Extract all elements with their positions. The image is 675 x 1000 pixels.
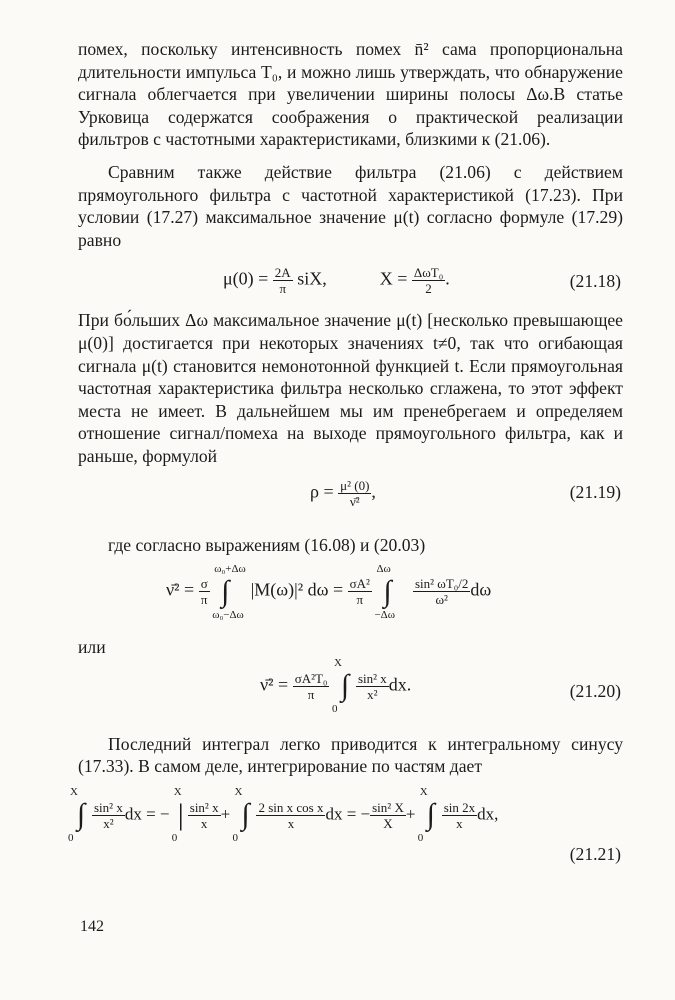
eq3-ffrac bbox=[413, 576, 470, 607]
page-number: 142 bbox=[80, 918, 104, 935]
eq3-upper: ω₀+Δω bbox=[214, 562, 246, 575]
eq5-anum: sin² x bbox=[94, 799, 123, 815]
paragraph-6: Последний интеграл легко приводится к интегральному синусу (17.33). В самом деле, интегрирование по частям дает bbox=[78, 733, 623, 777]
paragraph-1: помех, поскольку интенсивность помех n̄² сама пропорциональна длительности импульса T₀, и можно лишь утверждать, что обнаружение сигнала облегчается при увеличении ширины полосы Δω.В статье Урковица содержатся соображения о практической реализации фильтров с частотными характеристиками, близкими к (21.06). bbox=[78, 39, 623, 150]
eq3-pi: π bbox=[200, 592, 208, 608]
eq1-num: 2A bbox=[274, 265, 291, 281]
eq3-mid: |M(ω)|² dω = bbox=[250, 579, 348, 600]
eq4-cfrac bbox=[293, 671, 330, 702]
eq2-number: (21.19) bbox=[569, 481, 621, 502]
eq5-lower-a: 0 bbox=[68, 832, 74, 845]
eq3-pi2: π bbox=[356, 592, 364, 608]
eq5-upper-c: X bbox=[234, 786, 243, 799]
eq5-enum: sin 2x bbox=[443, 799, 476, 815]
eq5-dnum: sin² X bbox=[372, 799, 404, 815]
integral-sign-3: X ∫ 0 bbox=[334, 671, 356, 701]
equation-nu bbox=[78, 556, 623, 636]
eq4-pi: π bbox=[307, 686, 315, 702]
eq4-lhs: ν̄² = bbox=[260, 674, 293, 695]
paragraph-4: где согласно выражениям (16.08) и (20.03) bbox=[108, 534, 426, 555]
eq4-upper: X bbox=[333, 657, 342, 670]
eq5-upper-e: X bbox=[419, 786, 428, 799]
eq5-cnum: 2 sin x cos x bbox=[258, 799, 324, 815]
integral-sign-2: Δω ∫ −Δω bbox=[376, 577, 398, 607]
eq5-number: (21.21) bbox=[569, 843, 621, 864]
eq3-tail: dω bbox=[470, 579, 492, 600]
eq5-lower-e: 0 bbox=[417, 832, 424, 845]
eq3-lhs: ν̄² = bbox=[166, 579, 199, 600]
eq5-lower-b: 0 bbox=[171, 832, 178, 845]
eq1-xnum: ΔωT₀ bbox=[413, 265, 444, 281]
eq2-num: μ² (0) bbox=[340, 477, 370, 493]
eq1-xfrac bbox=[412, 265, 445, 296]
eq5-btail: + bbox=[220, 804, 231, 824]
integral-sign: ω₀+Δω ∫ ω₀−Δω bbox=[214, 577, 236, 607]
eq1-x: X = bbox=[379, 268, 412, 289]
paragraph-3: При бо́льших Δω максимальное значение μ(t) [несколько превышающее μ(0)] достигается при некоторых значениях t≠0, так что огибающая сигнала μ(t) становится немонотонной функцией t. Если прямоугольная частотная характеристика фильтра несколько сглажена, то этот эффект места не имеет. В дальнейшем мы им пренебрегаем и определяем отношение сигнал/помеха на выходе прямоугольного фильтра, как и раньше, формулой bbox=[78, 310, 623, 466]
eq2-frac bbox=[338, 478, 371, 509]
eq3-c2: σA² bbox=[349, 576, 370, 592]
eq5-bfrac bbox=[188, 800, 221, 831]
eq4-ffrac bbox=[356, 671, 389, 702]
page-body bbox=[68, 38, 623, 864]
eq5-etail: dx, bbox=[477, 804, 499, 824]
eq3-lower: ω₀−Δω bbox=[212, 608, 244, 621]
eq3-upper2: Δω bbox=[376, 562, 391, 575]
eq3-lower2: −Δω bbox=[374, 608, 395, 621]
eq1-number: (21.18) bbox=[569, 271, 621, 292]
eq4-fden: x² bbox=[367, 686, 378, 702]
eq5-cfrac bbox=[256, 800, 325, 831]
eq5-upper-a: X bbox=[70, 786, 78, 799]
paragraph-5: или bbox=[78, 637, 106, 658]
eq4-number: (21.20) bbox=[569, 680, 621, 701]
integral-e: X ∫ 0 bbox=[420, 800, 442, 830]
eq2-den: ν̄² bbox=[349, 493, 360, 509]
integral-c: X ∫ 0 bbox=[234, 800, 256, 830]
eq4-tail: dx. bbox=[388, 674, 412, 695]
equation-21-21 bbox=[68, 778, 623, 864]
eq5-cden: x bbox=[287, 815, 295, 831]
eq1-lhs: μ(0) = bbox=[223, 268, 273, 289]
equation-21-20 bbox=[78, 659, 623, 729]
eq5-dden: X bbox=[383, 815, 393, 831]
eq5-dtail: + bbox=[405, 804, 416, 824]
eq5-afrac bbox=[92, 800, 125, 831]
eq3-c: σ bbox=[200, 576, 208, 592]
eq4-lower: 0 bbox=[331, 703, 338, 716]
bar-b: X | 0 bbox=[174, 800, 188, 830]
equation-21-19 bbox=[78, 468, 623, 528]
eq1-xden: 2 bbox=[425, 281, 432, 297]
eq5-eden: x bbox=[456, 815, 463, 831]
eq1-den: π bbox=[279, 281, 287, 297]
eq5-efrac bbox=[442, 800, 477, 831]
eq4-fnum: sin² x bbox=[357, 670, 387, 686]
eq5-dfrac bbox=[370, 800, 406, 831]
eq3-fnum: sin² ωT₀/2 bbox=[414, 576, 469, 592]
eq2-tail: , bbox=[371, 481, 376, 502]
eq1-tail: . bbox=[445, 268, 450, 289]
integral-a: X ∫ 0 bbox=[70, 800, 92, 830]
eq5-ctail: dx = − bbox=[325, 804, 371, 824]
eq3-cfrac bbox=[199, 576, 210, 607]
eq5-lower-c: 0 bbox=[232, 832, 238, 845]
eq1-frac bbox=[273, 265, 293, 296]
eq5-bnum: sin² x bbox=[189, 799, 219, 815]
eq1-rest: siX, bbox=[297, 268, 327, 289]
eq4-c: σA²T₀ bbox=[294, 670, 328, 686]
paragraph-2: Сравним также действие фильтра (21.06) с действием прямоугольного фильтра с частотной характеристикой (17.23). При условии (17.27) максимальное значение μ(t) согласно формуле (17.29) равно bbox=[78, 161, 623, 250]
eq5-upper-b: X bbox=[173, 786, 182, 799]
eq3-c2frac bbox=[348, 576, 372, 607]
equation-21-18 bbox=[78, 251, 623, 307]
eq2-lhs: ρ = bbox=[310, 481, 339, 502]
eq5-aden: x² bbox=[103, 815, 114, 831]
eq5-bden: x bbox=[200, 815, 208, 831]
eq3-fden: ω² bbox=[435, 592, 448, 608]
eq5-atail: dx = − bbox=[124, 804, 170, 824]
